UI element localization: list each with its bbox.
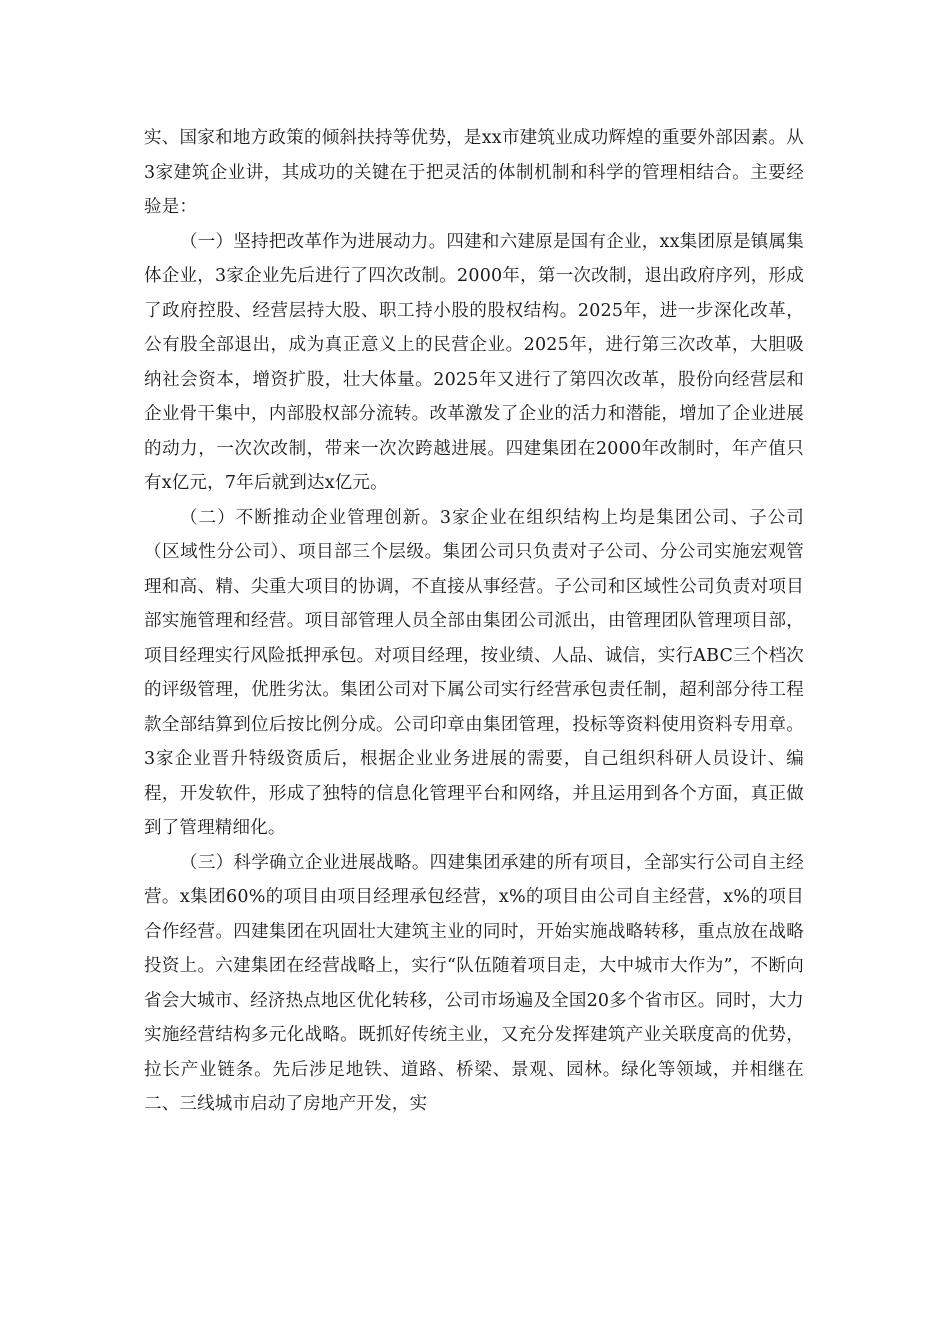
body-text: [144, 121, 804, 1122]
paragraph-development-strategy: （三）科学确立企业进展战略。四建集团承建的所有项目，全部实行公司自主经营。x集团60%的项目由项目经理承包经营，x%的项目由公司自主经营，x%的项目合作经营。四建集团在巩固壮大建筑主业的同时，开始实施战略转移，重点放在战略投资上。六建集团在经营战略上，实行“队伍随着项目走，大中城市大作为”，不断向省会大城市、经济热点地区优化转移，公司市场遍及全国20多个省市区。同时，大力实施经营结构多元化战略。既抓好传统主业，又充分发挥建筑产业关联度高的优势，拉长产业链条。先后涉足地铁、道路、桥梁、景观、园林。绿化等领域，并相继在二、三线城市启动了房地产开发，实: [144, 852, 804, 1114]
paragraph-continuation: 实、国家和地方政策的倾斜扶持等优势，是xx市建筑业成功辉煌的重要外部因素。从3家建筑企业讲，其成功的关键在于把灵活的体制机制和科学的管理相结合。主要经验是：: [144, 128, 804, 217]
paragraph-reform: （一）坚持把改革作为进展动力。四建和六建原是国有企业，xx集团原是镇属集体企业，3家企业先后进行了四次改制。2000年，第一次改制，退出政府序列，形成了政府控股、经营层持大股、职工持小股的股权结构。2025年，进一步深化改革，公有股全部退出，成为真正意义上的民营企业。2025年，进行第三次改革，大胆吸纳社会资本，增资扩股，壮大体量。2025年又进行了第四次改革，股份向经营层和企业骨干集中，内部股权部分流转。改革激发了企业的活力和潜能，增加了企业进展的动力，一次次改制，带来一次次跨越进展。四建集团在2000年改制时，年产值只有x亿元，7年后就到达x亿元。: [144, 231, 804, 493]
paragraph-management-innovation: （二）不断推动企业管理创新。3家企业在组织结构上均是集团公司、子公司（区域性分公司）、项目部三个层级。集团公司只负责对子公司、分公司实施宏观管理和高、精、尖重大项目的协调，不直接从事经营。子公司和区域性公司负责对项目部实施管理和经营。项目部管理人员全部由集团公司派出，由管理团队管理项目部，项目经理实行风险抵押承包。对项目经理，按业绩、人品、诚信，实行ABC三个档次的评级管理，优胜劣汰。集团公司对下属公司实行经营承包责任制，超利部分待工程款全部结算到位后按比例分成。公司印章由集团管理，投标等资料使用资料专用章。3家企业晋升特级资质后，根据企业业务进展的需要，自己组织科研人员设计、编程，开发软件，形成了独特的信息化管理平台和网络，并且运用到各个方面，真正做到了管理精细化。: [144, 507, 804, 838]
